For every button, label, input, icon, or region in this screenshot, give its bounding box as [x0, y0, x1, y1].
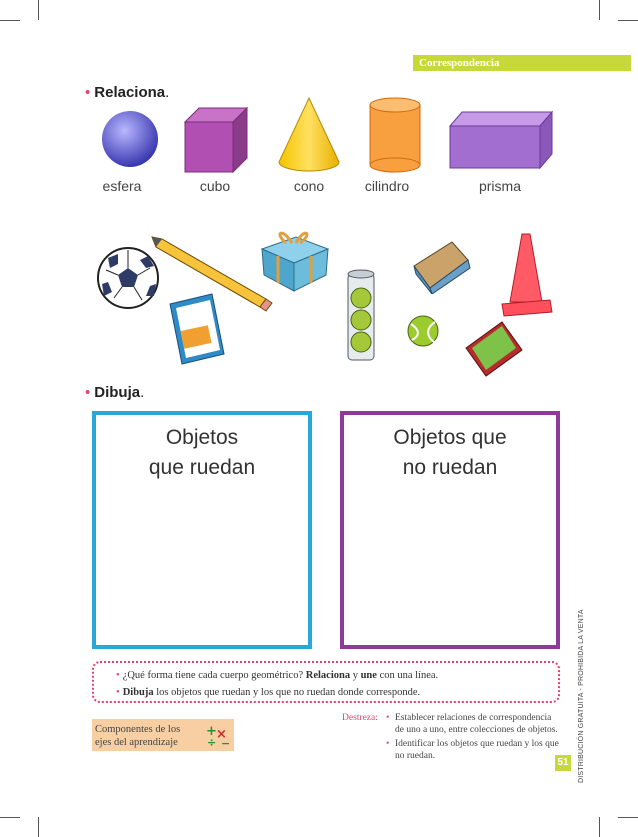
rolling-box-title: Objetos que ruedan: [148, 426, 256, 479]
book-icon: [168, 292, 226, 366]
rolling-objects-box[interactable]: [92, 411, 312, 649]
destreza-label: Destreza:: [342, 713, 378, 723]
componentes-label: Componentes de los ejes del aprendizaje: [92, 719, 234, 751]
cylinder-icon: [367, 95, 423, 175]
crop-mark: [38, 817, 39, 837]
sphere-icon: [100, 108, 160, 168]
section-header: Correspondencia: [413, 55, 631, 71]
page-number: 51: [555, 755, 571, 771]
label-esfera: esfera: [102, 178, 142, 194]
crop-mark: [618, 20, 638, 21]
gift-box-icon: [256, 223, 332, 293]
crop-mark: [599, 0, 600, 20]
tennis-ball-icon: [406, 314, 440, 348]
destreza-item-2: • Identificar los objetos que ruedan y los que no ruedan.: [386, 739, 559, 761]
crop-mark: [0, 817, 20, 818]
dibuja-heading: • Dibuja.: [85, 384, 145, 401]
distribution-notice: DISTRIBUCIÓN GRATUITA - PROHIBIDA LA VENTA: [578, 609, 585, 783]
svg-text:÷: ÷: [207, 736, 217, 748]
svg-text:+: +: [206, 724, 217, 739]
relaciona-heading: • Relaciona.: [85, 84, 170, 101]
bullet-icon: •: [85, 84, 91, 101]
instruction-line-1: • ¿Qué forma tiene cada cuerpo geométrico? Relaciona y une con una línea.: [116, 670, 439, 681]
prism-icon: [448, 110, 556, 170]
small-book-icon: [464, 318, 524, 378]
crop-mark: [38, 0, 39, 20]
destreza-item-1: • Establecer relaciones de correspondencia de uno a uno, entre colecciones de objetos.: [386, 713, 558, 735]
svg-text:×: ×: [216, 727, 227, 742]
non-rolling-objects-box[interactable]: [340, 411, 560, 649]
instructions-box: [92, 661, 560, 703]
label-cono: cono: [293, 178, 325, 194]
label-prisma: prisma: [478, 178, 521, 194]
eraser-icon: [408, 238, 472, 294]
traffic-cone-icon: [500, 230, 554, 318]
cone-icon: [277, 96, 341, 174]
label-cilindro: cilindro: [364, 178, 410, 194]
math-symbols-icon: [204, 722, 234, 748]
crop-mark: [599, 817, 600, 837]
cube-icon: [183, 106, 251, 174]
instruction-line-2: • Dibuja los objetos que ruedan y los que no ruedan donde corresponde.: [116, 687, 421, 698]
bullet-icon: •: [85, 384, 91, 401]
svg-text:−: −: [221, 737, 231, 748]
non-rolling-box-title: Objetos que no ruedan: [393, 426, 507, 479]
crop-mark: [0, 20, 20, 21]
label-cubo: cubo: [199, 178, 231, 194]
tennis-ball-tube-icon: [344, 268, 378, 364]
crop-mark: [618, 817, 638, 818]
